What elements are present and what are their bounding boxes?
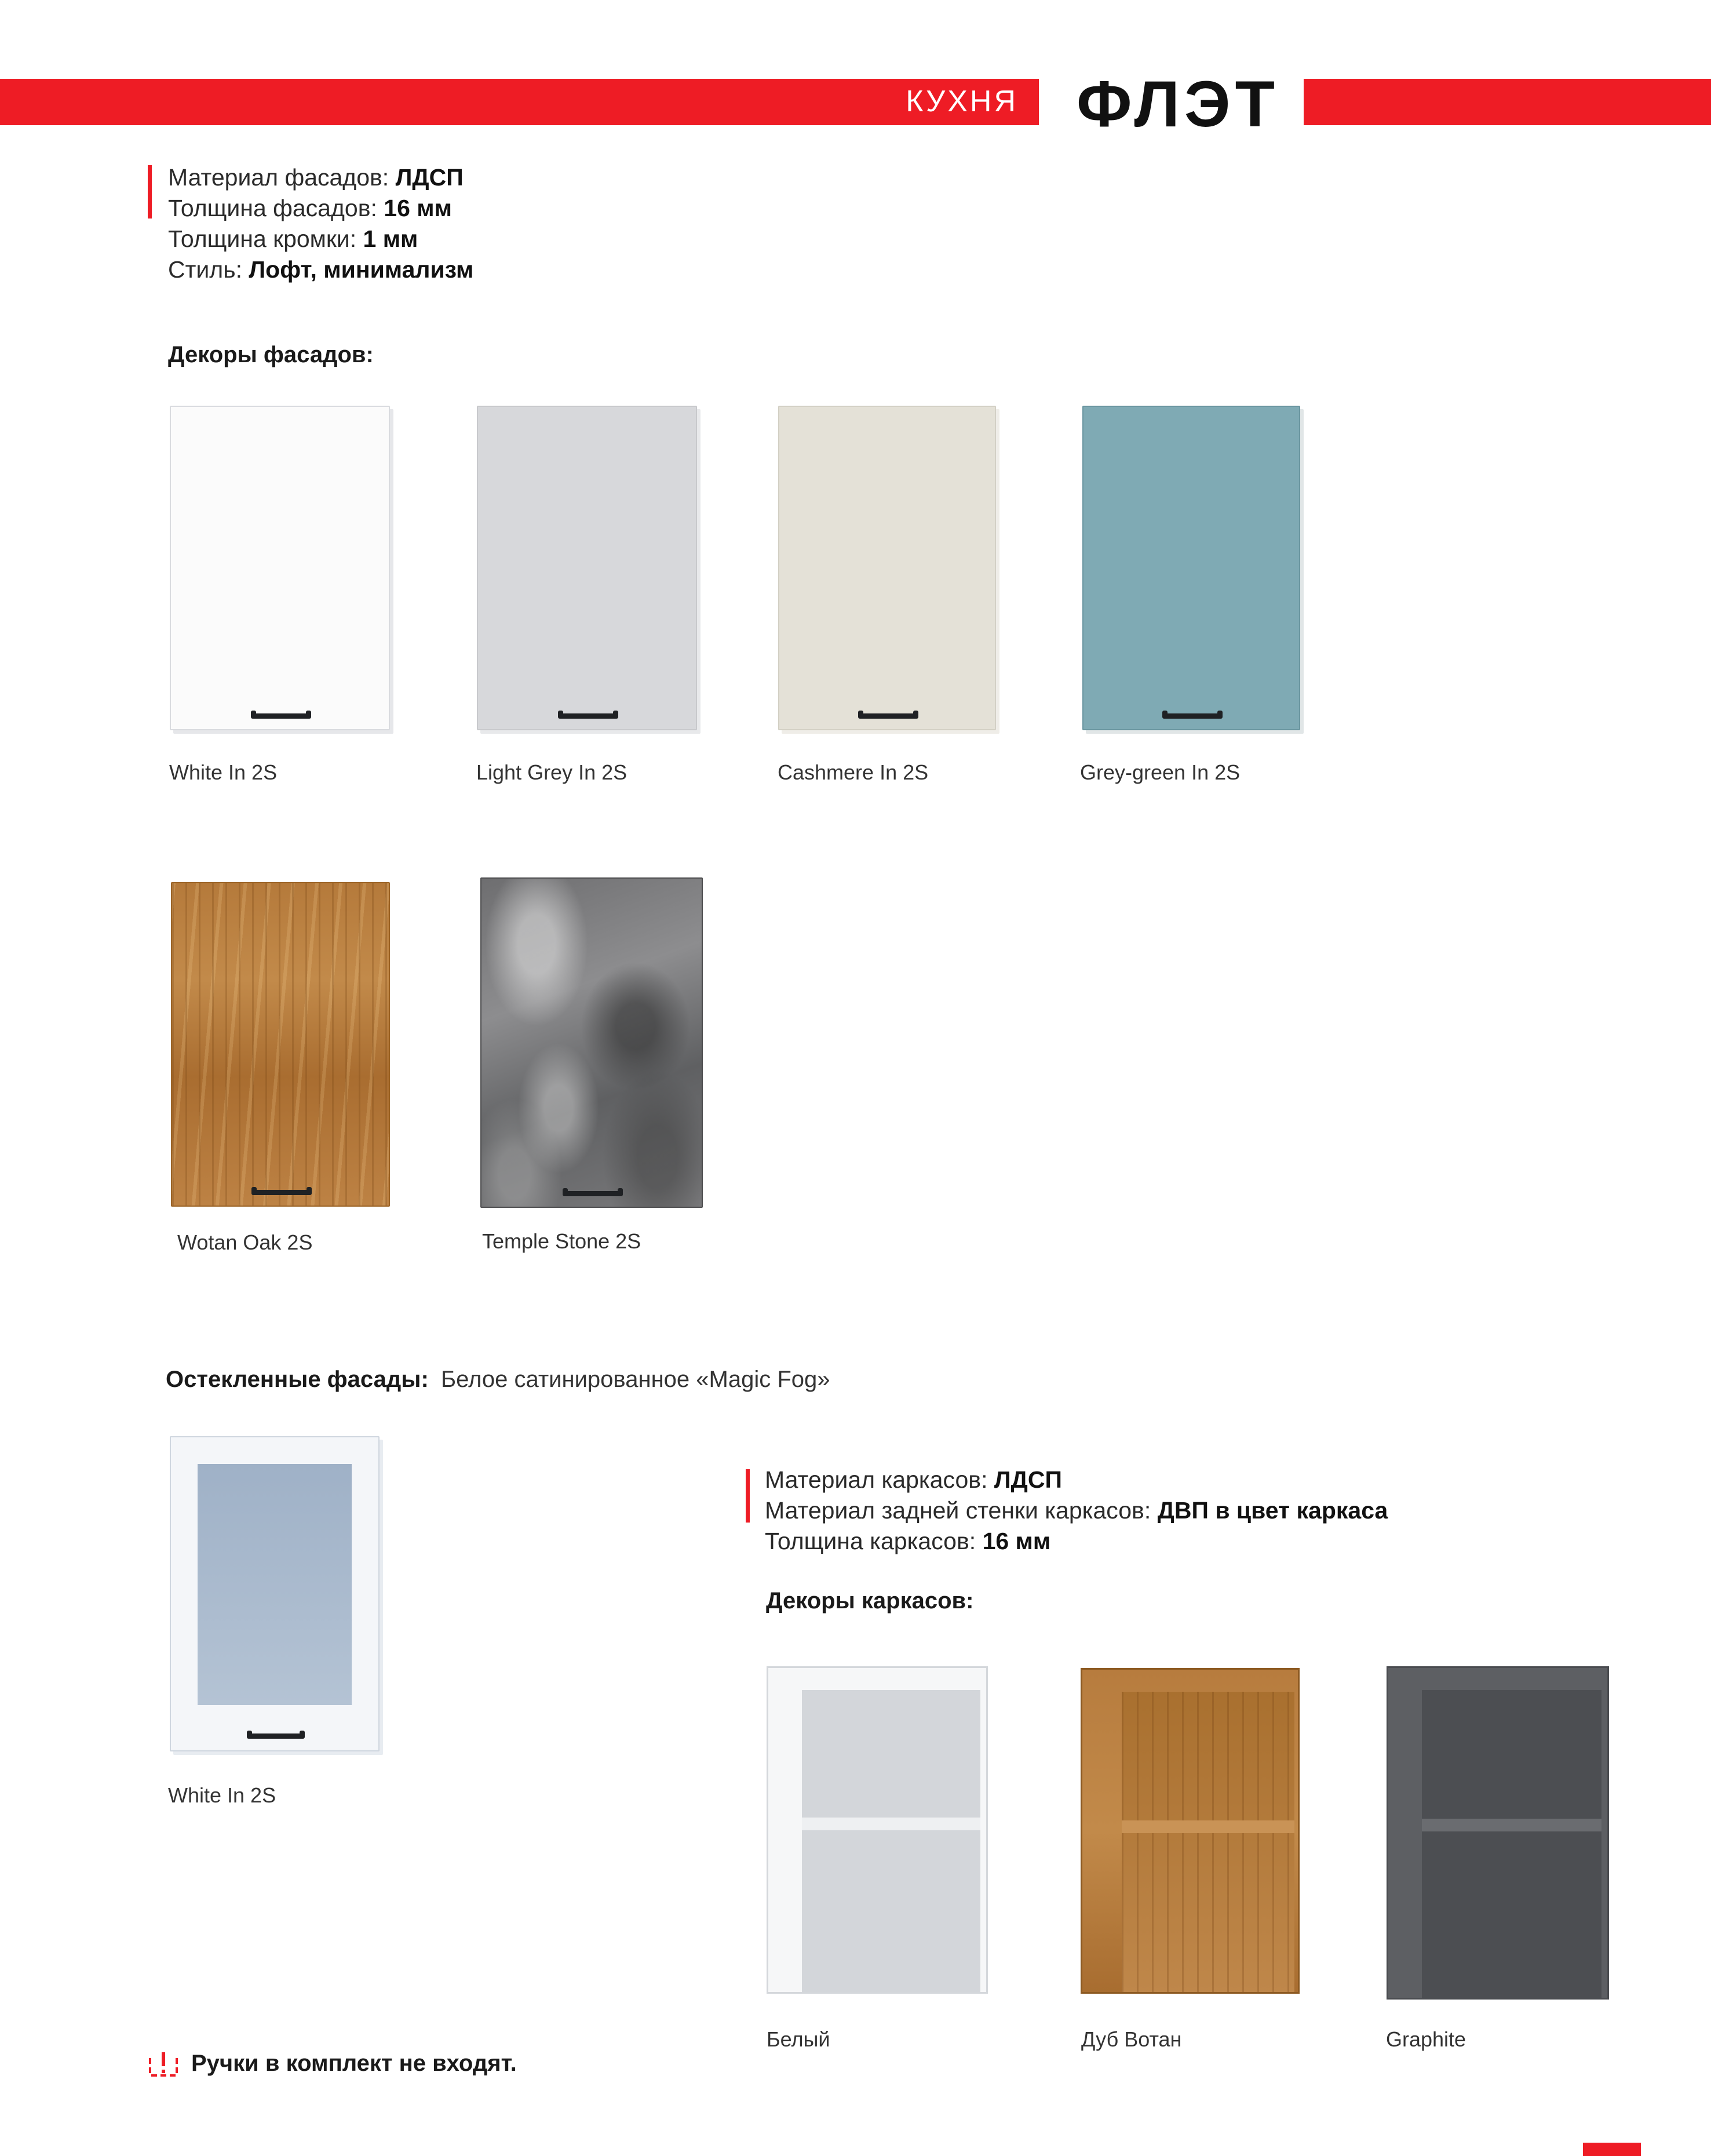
glazed-caption: White In 2S — [168, 1783, 276, 1807]
spec-back-panel-material: Материал задней стенки каркасов: ДВП в цвет каркаса — [765, 1497, 1388, 1524]
facade-swatch-grey-green — [1082, 406, 1300, 730]
carcass-specs-accent — [746, 1469, 750, 1523]
spec-facade-material: Материал фасадов: ЛДСП — [168, 164, 464, 191]
facade-swatch-white — [170, 406, 390, 730]
facade-decors-heading: Декоры фасадов: — [168, 342, 374, 367]
carcass-interior — [1422, 1690, 1601, 1998]
carcass-shelf — [1122, 1820, 1294, 1833]
carcass-swatch-white — [767, 1666, 988, 1994]
facade-swatch-temple-stone — [480, 877, 703, 1208]
glass-pane — [198, 1464, 352, 1705]
carcass-interior — [802, 1690, 980, 1992]
handle-icon — [251, 713, 311, 719]
glazed-facades-label: Остекленные фасады: — [166, 1367, 429, 1392]
spec-facade-thickness: Толщина фасадов: 16 мм — [168, 195, 452, 221]
glazed-facades-value: Белое сатинированное «Magic Fog» — [440, 1367, 830, 1392]
carcass-caption: Graphite — [1386, 2027, 1466, 2051]
header-bar-right — [1304, 79, 1711, 125]
facade-caption: Grey-green In 2S — [1080, 760, 1241, 784]
handle-icon — [251, 1190, 312, 1195]
spec-edge-thickness: Толщина кромки: 1 мм — [168, 225, 418, 252]
category-label: КУХНЯ — [906, 85, 1018, 118]
carcass-specs — [765, 1465, 1388, 1557]
carcass-caption: Дуб Вотан — [1081, 2027, 1182, 2051]
facade-swatch-light-grey — [477, 406, 697, 730]
facade-specs — [168, 162, 473, 285]
header-bar-left — [0, 79, 1039, 125]
carcass-shelf — [1422, 1819, 1601, 1831]
spec-carcass-thickness: Толщина каркасов: 16 мм — [765, 1528, 1051, 1554]
page-corner-tab — [1583, 2143, 1641, 2156]
handle-icon — [563, 1191, 623, 1196]
carcass-decors-heading: Декоры каркасов: — [766, 1588, 974, 1614]
handle-icon — [558, 713, 618, 719]
carcass-swatch-wotan-oak — [1081, 1668, 1300, 1994]
handle-icon — [1162, 713, 1223, 719]
spec-style: Стиль: Лофт, минимализм — [168, 256, 474, 283]
facade-swatch-cashmere — [778, 406, 996, 730]
glazed-facade-swatch — [170, 1436, 380, 1751]
handle-icon — [247, 1733, 305, 1739]
carcass-caption: Белый — [767, 2027, 830, 2051]
exclamation-icon — [148, 2050, 179, 2080]
facade-caption: Wotan Oak 2S — [177, 1230, 313, 1254]
handle-icon — [858, 713, 918, 719]
facade-swatch-wotan-oak — [171, 882, 390, 1207]
brand-title: ФЛЭТ — [1077, 68, 1280, 140]
facade-caption: Temple Stone 2S — [482, 1229, 641, 1253]
facade-caption: Light Grey In 2S — [476, 760, 628, 784]
carcass-shelf — [802, 1818, 980, 1830]
carcass-swatch-graphite — [1387, 1666, 1609, 2000]
facade-caption: White In 2S — [169, 760, 278, 784]
facade-caption: Cashmere In 2S — [778, 760, 929, 784]
carcass-interior — [1122, 1692, 1294, 1992]
spec-carcass-material: Материал каркасов: ЛДСП — [765, 1466, 1062, 1493]
facade-specs-accent — [148, 165, 152, 218]
glazed-facades-line — [166, 1367, 830, 1393]
handles-note: Ручки в комплект не входят. — [191, 2051, 517, 2076]
